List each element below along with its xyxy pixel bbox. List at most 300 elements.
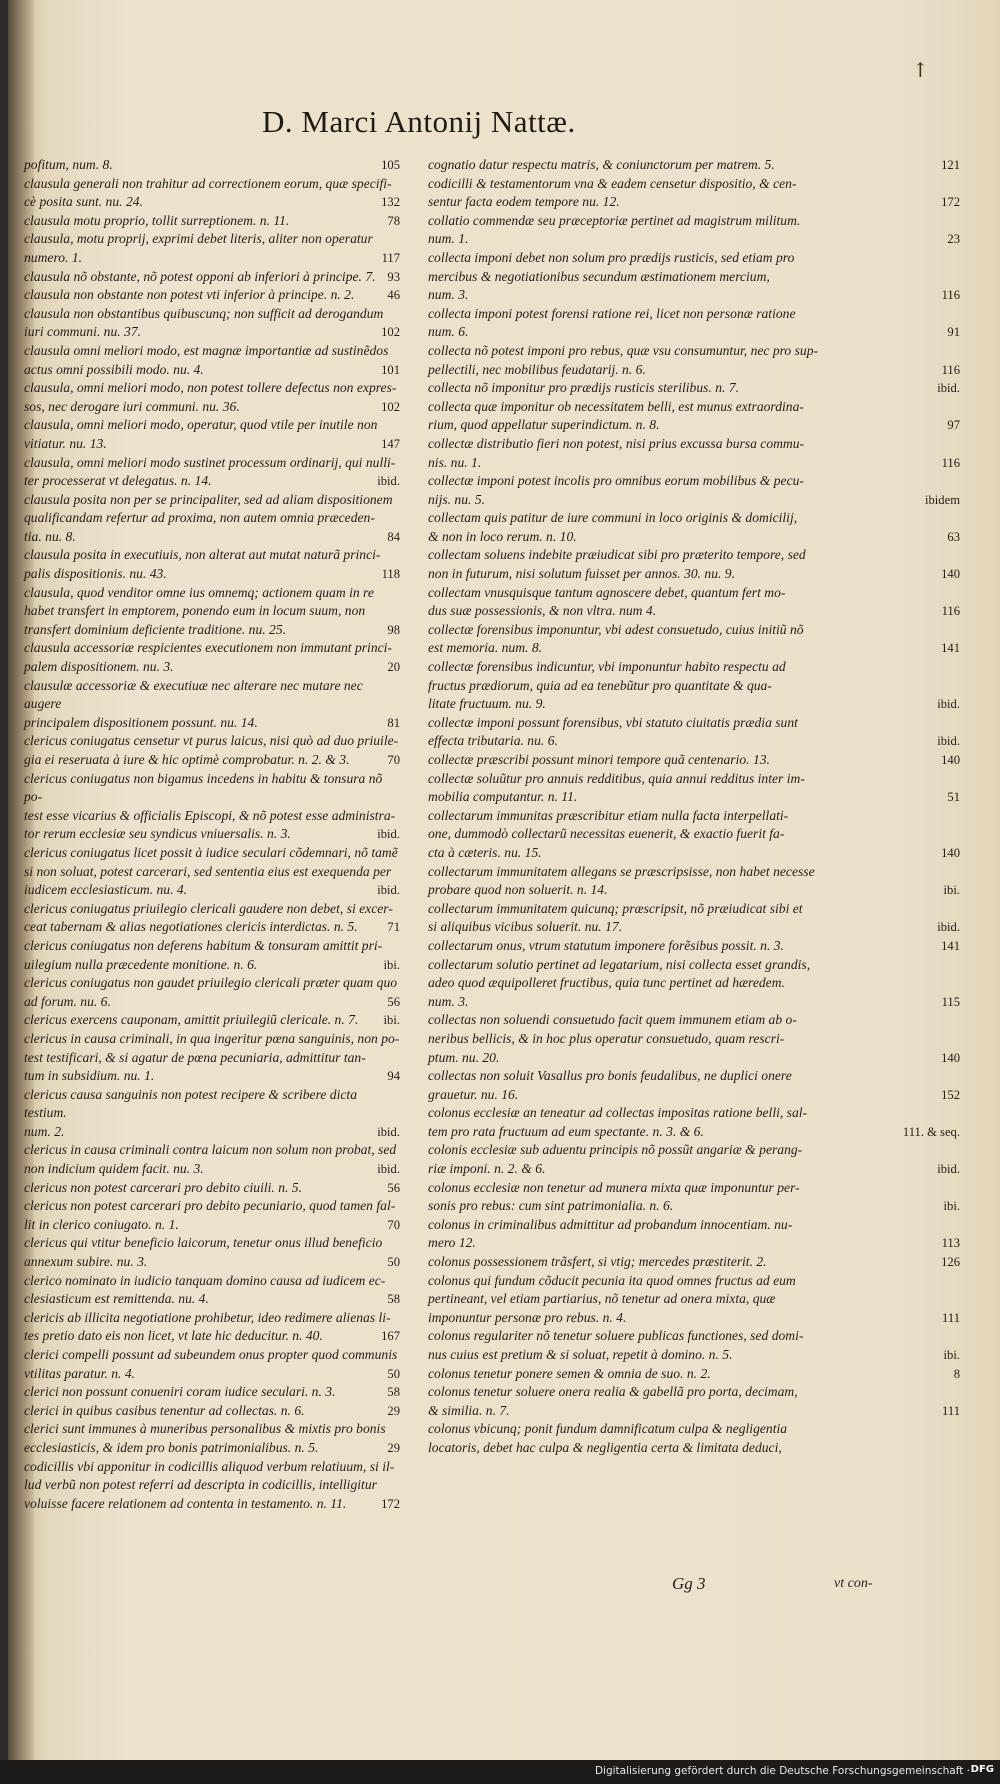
index-entry	[428, 1030, 960, 1049]
index-entry	[428, 1439, 960, 1458]
index-entry	[428, 1365, 960, 1384]
page-reference: 81	[387, 715, 400, 730]
page-reference: 147	[381, 436, 400, 451]
entry-text: clericus coniugatus non bigamus incedens in habitu & tonsura nõ po-	[24, 770, 383, 805]
page-reference: 111	[942, 1403, 960, 1418]
index-entry	[24, 454, 400, 473]
page-reference: 58	[387, 1292, 400, 1307]
index-entry	[24, 398, 400, 417]
entry-text: clericus qui vtitur beneficio laicorum, tenetur onus illud beneficio	[24, 1235, 383, 1251]
page-reference: 172	[381, 1496, 400, 1511]
page-reference: ibi.	[383, 957, 400, 972]
entry-text: clausula, omni meliori modo sustinet processum ordinarij, qui nulli-	[24, 454, 396, 470]
page-reference: 141	[941, 641, 960, 656]
entry-text: clericus coniugatus licet possit à iudice seculari cõdemnari, nõ tamẽ	[24, 844, 398, 860]
index-entry	[428, 1290, 960, 1309]
index-entry	[24, 714, 400, 733]
entry-text: collectarum solutio pertinet ad legatarium, nisi collecta esset grandis,	[428, 956, 811, 972]
index-entry	[428, 305, 960, 324]
index-entry	[24, 1141, 400, 1160]
page-reference: ibid.	[937, 697, 960, 712]
index-entry	[428, 751, 960, 770]
page-reference: 20	[387, 660, 400, 675]
page-reference: 116	[941, 362, 960, 377]
entry-text: riæ imponi. n. 2. & 6.	[428, 1161, 546, 1177]
entry-text: collectæ soluũtur pro annuis redditibus, quia annui redditus inter im-	[428, 770, 805, 786]
page-reference: 116	[941, 288, 960, 303]
entry-text: clericus coniugatus censetur vt purus laicus, nisi quò ad duo priuile-	[24, 733, 399, 749]
page-reference: ibi.	[383, 1013, 400, 1028]
index-entry	[24, 1160, 400, 1179]
index-entry	[428, 732, 960, 751]
index-entry	[24, 639, 400, 658]
entry-text: clausula generali non trahitur ad correctionem eorum, quæ specifi-	[24, 175, 392, 191]
index-entry	[428, 714, 960, 733]
entry-text: rium, quod appellatur superindictum. n. 8.	[428, 417, 660, 433]
index-entry	[428, 565, 960, 584]
page-reference: ibi.	[943, 1348, 960, 1362]
entry-text: one, dummodò collectarũ necessitas euenerit, & exactio fuerit fa-	[428, 826, 785, 842]
entry-text: collectam soluens indebite præiudicat sibi pro præterito tempore, sed	[428, 547, 806, 563]
entry-text: clausula motu proprio, tollit surreptionem. n. 11.	[24, 212, 290, 228]
entry-text: uilegium nulla præcedente monitione. n. 6.	[24, 956, 258, 972]
index-entry	[24, 993, 400, 1012]
index-entry	[24, 1253, 400, 1272]
entry-text: iudicem ecclesiasticum. nu. 4.	[24, 882, 188, 898]
index-entry	[428, 584, 960, 603]
index-entry	[428, 1160, 960, 1179]
entry-text: nis. nu. 1.	[428, 454, 482, 470]
entry-text: collectam vnusquisque tantum agnoscere debet, quantum fert mo-	[428, 584, 786, 600]
entry-text: tia. nu. 8.	[24, 528, 76, 544]
page-reference: ibid.	[377, 1124, 400, 1139]
entry-text: collectæ forensibus imponuntur, vbi adest consuetudo, cuius initiũ nõ	[428, 621, 804, 637]
page-reference: 117	[381, 250, 400, 265]
index-entry	[428, 230, 960, 249]
index-entry	[24, 937, 400, 956]
entry-text: clausula, omni meliori modo, non potest tollere defectus non expres-	[24, 380, 397, 396]
entry-text: clausula nõ obstante, nõ potest opponi ab inferiori à principe. 7.	[24, 268, 376, 284]
entry-text: clausula accessoriæ respicientes executionem non immutant princi-	[24, 640, 392, 656]
entry-text: collectarum onus, vtrum statutum imponere forẽsibus possit. n. 3.	[428, 937, 784, 953]
page-reference: 152	[941, 1087, 960, 1102]
entry-text: fructus prædiorum, quia ad ea tenebũtur pro quantitate & qua-	[428, 677, 772, 693]
index-entry	[24, 1309, 400, 1328]
index-entry	[24, 1290, 400, 1309]
page-reference: 23	[947, 232, 960, 247]
signature-mark: Gg 3	[672, 1574, 706, 1593]
index-entry	[24, 881, 400, 900]
page-reference: 102	[381, 399, 400, 414]
page-reference: 98	[387, 622, 400, 637]
index-entry	[428, 361, 960, 380]
entry-text: clerico nominato in iudicio tanquam domino causa ad iudicem ec-	[24, 1272, 386, 1288]
index-entry	[428, 212, 960, 231]
index-entry	[24, 1234, 400, 1253]
page-reference: 167	[381, 1329, 400, 1344]
index-entry	[24, 491, 400, 510]
entry-text: colonus ecclesiæ non tenetur ad munera mixta quæ imponuntur per-	[428, 1179, 800, 1195]
page-reference: 141	[941, 938, 960, 953]
entry-text: clericus in causa criminali, in qua ingeritur pœna sanguinis, non po-	[24, 1030, 400, 1046]
index-entry	[24, 1383, 400, 1402]
entry-text: tes pretio dato eis non licet, vt late hic deducitur. n. 40.	[24, 1328, 323, 1344]
index-column-right	[428, 156, 960, 1458]
index-entry	[428, 435, 960, 454]
index-entry	[428, 175, 960, 194]
entry-text: sonis pro rebus: cum sint patrimonialia. n. 6.	[428, 1198, 674, 1214]
entry-text: tem pro rata fructuum ad eum spectante. n. 3. & 6.	[428, 1123, 704, 1139]
index-entry	[428, 937, 960, 956]
index-entry	[428, 844, 960, 863]
index-entry	[428, 379, 960, 398]
index-entry	[24, 528, 400, 547]
entry-text: colonus regulariter nõ tenetur soluere publicas functiones, sed domi-	[428, 1328, 804, 1344]
entry-text: colonus ecclesiæ an teneatur ad collectas impositas ratione belli, sal-	[428, 1105, 808, 1121]
page-reference: ibidem	[925, 492, 960, 507]
entry-text: mercibus & negotiationibus secundum æstimationem mercium,	[428, 268, 770, 284]
entry-text: collecta nõ potest imponi pro rebus, quæ vsu consumuntur, nec pro sup-	[428, 342, 819, 358]
entry-text: colonus vbicunq; ponit fundum damnificatum culpa & negligentia	[428, 1421, 788, 1437]
page-reference: 132	[381, 195, 400, 210]
index-entry	[24, 268, 400, 287]
entry-text: test testificari, & si agatur de pœna pecuniaria, admittitur tan-	[24, 1049, 366, 1065]
entry-text: clausulæ accessoriæ & executiuæ nec alterare nec mutare nec augere	[24, 677, 363, 712]
page-reference: 29	[387, 1403, 400, 1418]
index-entry	[428, 1420, 960, 1439]
entry-text: num. 1.	[428, 231, 469, 247]
entry-text: clericis ab illicita negotiatione prohibetur, ideo redimere alienas li-	[24, 1309, 391, 1325]
index-entry	[428, 491, 960, 510]
index-entry	[428, 472, 960, 491]
entry-text: collectæ distributio fieri non potest, nisi prius excussa bursa commu-	[428, 435, 805, 451]
entry-text: codicillis vbi apponitur in codicillis aliquod verbum relatiuum, si il-	[24, 1458, 395, 1474]
catchword: vt con-	[834, 1576, 873, 1591]
index-entry	[24, 472, 400, 491]
index-entry	[428, 268, 960, 287]
index-entry	[24, 844, 400, 863]
entry-text: collectas non soluendi consuetudo facit quem immunem etiam ab o-	[428, 1012, 797, 1028]
entry-text: collectas non soluit Vasallus pro bonis feudalibus, ne duplici onere	[428, 1068, 792, 1084]
entry-text: num. 2.	[24, 1123, 65, 1139]
entry-text: mero 12.	[428, 1235, 476, 1251]
entry-text: cta à cæteris. nu. 15.	[428, 844, 542, 860]
index-entry	[428, 1253, 960, 1272]
page-reference: ibid.	[377, 1162, 400, 1177]
page-reference: ibid.	[937, 381, 960, 396]
entry-text: clerici non possunt conueniri coram iudice seculari. n. 3.	[24, 1384, 336, 1400]
page-reference: 111. & seq.	[902, 1124, 960, 1139]
index-entry	[24, 156, 400, 175]
index-entry	[428, 1141, 960, 1160]
page-reference: ibid.	[377, 474, 400, 489]
index-entry	[24, 900, 400, 919]
page-reference: 105	[381, 158, 400, 172]
entry-text: si aliquibus vicibus soluerit. nu. 17.	[428, 919, 623, 935]
entry-text: num. 3.	[428, 287, 469, 303]
index-entry	[428, 1123, 960, 1142]
index-entry	[428, 342, 960, 361]
index-entry	[24, 379, 400, 398]
index-entry	[24, 1179, 400, 1198]
entry-text: cognatio datur respectu matris, & coniunctorum per matrem. 5.	[428, 157, 775, 172]
page-reference: 94	[387, 1069, 400, 1084]
index-entry	[24, 1216, 400, 1235]
index-entry	[24, 249, 400, 268]
digitization-footer	[0, 1760, 1000, 1784]
page-reference: 172	[941, 195, 960, 210]
entry-text: clericus coniugatus priuilegio clericali gaudere non debet, si excer-	[24, 900, 393, 916]
page-reference: 93	[387, 269, 400, 284]
page-reference: 101	[381, 362, 400, 377]
index-entry	[428, 1104, 960, 1123]
index-entry	[24, 212, 400, 231]
entry-text: clericus coniugatus non deferens habitum & tonsuram amittit pri-	[24, 937, 383, 953]
entry-text: lud verbũ non potest referri ad descripta in codicillis, intelligitur	[24, 1477, 377, 1493]
index-entry	[24, 416, 400, 435]
entry-text: clericus exercens cauponam, amittit priuilegiũ clericale. n. 7.	[24, 1012, 359, 1028]
entry-text: grauetur. nu. 16.	[428, 1086, 519, 1102]
page-reference: 91	[947, 325, 960, 340]
index-entry	[24, 1327, 400, 1346]
index-entry	[428, 900, 960, 919]
index-entry	[24, 546, 400, 565]
index-entry	[428, 1011, 960, 1030]
page-reference: ibid.	[937, 734, 960, 749]
index-entry	[428, 323, 960, 342]
index-entry	[428, 788, 960, 807]
index-entry	[428, 695, 960, 714]
entry-text: tor rerum ecclesiæ seu syndicus vniuersalis. n. 3.	[24, 826, 291, 842]
index-entry	[24, 1086, 400, 1123]
page-reference: ibid.	[377, 827, 400, 842]
entry-text: est memoria. num. 8.	[428, 640, 543, 656]
index-entry	[24, 323, 400, 342]
entry-text: palis dispositionis. nu. 43.	[24, 566, 167, 582]
index-entry	[428, 1049, 960, 1068]
index-entry	[24, 751, 400, 770]
index-entry	[24, 1458, 400, 1477]
entry-text: habet transfert in emptorem, ponendo eum in locum suum, non	[24, 603, 366, 619]
index-entry	[24, 1049, 400, 1068]
index-entry	[24, 193, 400, 212]
page-reference: 126	[941, 1255, 960, 1270]
entry-text: & similia. n. 7.	[428, 1402, 510, 1418]
entry-text: vitiatur. nu. 13.	[24, 435, 107, 451]
entry-text: annexum subire. nu. 3.	[24, 1254, 148, 1270]
page-corner-mark: ↑	[912, 58, 929, 82]
page-reference: 70	[387, 1217, 400, 1232]
entry-text: lit in clerico coniugato. n. 1.	[24, 1216, 179, 1232]
entry-text: pellectili, nec mobilibus feudatarij. n. 6.	[428, 361, 646, 377]
page-reference: ibid.	[937, 920, 960, 935]
entry-text: imponuntur personæ pro rebus. n. 4.	[428, 1309, 627, 1325]
dfg-logo: DFG	[970, 1764, 994, 1775]
entry-text: clerici sunt immunes à muneribus personalibus & mixtis pro bonis	[24, 1421, 386, 1437]
entry-text: vtilitas paratur. n. 4.	[24, 1365, 136, 1381]
page-reference: 140	[941, 845, 960, 860]
entry-text: clausula non obstantibus quibuscunq; non sufficit ad derogandum	[24, 305, 384, 321]
entry-text: colonus tenetur soluere onera realia & gabellã pro porta, decimam,	[428, 1384, 798, 1400]
index-entry	[428, 249, 960, 268]
index-entry	[24, 658, 400, 677]
entry-text: clausula omni meliori modo, est magnæ importantiæ ad sustinẽdos	[24, 342, 389, 358]
page-reference: 102	[381, 325, 400, 340]
index-entry	[428, 639, 960, 658]
page-reference: 111	[942, 1310, 960, 1325]
index-entry	[24, 1067, 400, 1086]
entry-text: collectam quis patitur de iure communi in loco originis & domicilij,	[428, 510, 798, 526]
entry-text: num. 3.	[428, 993, 469, 1009]
page-reference: ibi.	[943, 1199, 960, 1214]
index-entry	[24, 621, 400, 640]
entry-text: pofitum, num. 8.	[24, 157, 113, 172]
entry-text: neribus bellicis, & in hoc plus operatur consuetudo, quam rescri-	[428, 1030, 785, 1046]
index-entry	[24, 974, 400, 993]
page-reference: ibi.	[943, 883, 960, 898]
entry-text: ptum. nu. 20.	[428, 1049, 500, 1065]
entry-text: tum in subsidium. nu. 1.	[24, 1068, 155, 1084]
entry-text: clesiasticum est remittenda. nu. 4.	[24, 1291, 209, 1307]
index-entry	[24, 175, 400, 194]
entry-text: clericus coniugatus non gaudet priuilegio clericali præter quam quo	[24, 975, 398, 991]
entry-text: clerici in quibus casibus tenentur ad collectas. n. 6.	[24, 1402, 305, 1418]
index-entry	[428, 1346, 960, 1365]
entry-text: principalem dispositionem possunt. nu. 14.	[24, 714, 258, 730]
entry-text: collecta quæ imponitur ob necessitatem belli, est munus extraordina-	[428, 398, 804, 414]
page-reference: 115	[941, 994, 960, 1009]
index-entry	[24, 825, 400, 844]
index-entry	[428, 1216, 960, 1235]
index-entry	[24, 677, 400, 714]
index-entry	[24, 1402, 400, 1421]
entry-text: qualificandam refertur ad proxima, non autem omnia præceden-	[24, 510, 375, 526]
entry-text: mobilia computantur. n. 11.	[428, 789, 578, 805]
entry-text: ceat tabernam & alias negotiationes clericis interdictas. n. 5.	[24, 919, 358, 935]
entry-text: collectæ imponi potest incolis pro omnibus eorum mobilibus & pecu-	[428, 473, 804, 489]
entry-text: colonus possessionem trãsfert, si vtig; mercedes præstiterit. 2.	[428, 1254, 767, 1270]
page-reference: 50	[387, 1366, 400, 1381]
index-entry	[428, 956, 960, 975]
page-reference: 29	[387, 1440, 400, 1455]
entry-text: non indicium quidem facit. nu. 3.	[24, 1161, 204, 1177]
page-reference: 113	[941, 1236, 960, 1251]
entry-text: colonus in criminalibus admittitur ad probandum innocentiam. nu-	[428, 1216, 793, 1232]
index-entry	[24, 1123, 400, 1142]
index-entry	[24, 509, 400, 528]
entry-text: gia ei reseruata à iure & hic optimè comprobatur. n. 2. & 3.	[24, 752, 350, 767]
entry-text: colonis ecclesiæ sub aduentu principis nõ possũt angariæ & perang-	[428, 1142, 803, 1158]
entry-text: numero. 1.	[24, 249, 83, 265]
entry-text: litate fructuum. nu. 9.	[428, 696, 546, 712]
index-entry	[428, 993, 960, 1012]
entry-text: cè posita sunt. nu. 24.	[24, 194, 143, 210]
index-entry	[24, 602, 400, 621]
page-reference: 116	[941, 604, 960, 619]
index-entry	[428, 602, 960, 621]
index-entry	[428, 1086, 960, 1105]
entry-text: iuri communi. nu. 37.	[24, 324, 142, 340]
entry-text: & non in loco rerum. n. 10.	[428, 528, 577, 544]
index-entry	[24, 863, 400, 882]
index-entry	[24, 918, 400, 937]
entry-text: test esse vicarius & officialis Episcopi, & nõ potest esse administra-	[24, 807, 396, 823]
page-reference: 140	[941, 1050, 960, 1065]
index-entry	[24, 435, 400, 454]
index-entry	[428, 621, 960, 640]
entry-text: voluisse facere relationem ad contenta in testamento. n. 11.	[24, 1495, 347, 1511]
page-reference: 140	[941, 567, 960, 582]
index-entry	[24, 565, 400, 584]
entry-text: probare quod non soluerit. n. 14.	[428, 882, 608, 898]
index-entry	[24, 305, 400, 324]
entry-text: palem dispositionem. nu. 3.	[24, 659, 174, 675]
page-reference: 46	[387, 288, 400, 303]
index-entry	[24, 956, 400, 975]
entry-text: nus cuius est pretium & si soluat, repetit à domino. n. 5.	[428, 1347, 733, 1362]
entry-text: collectæ forensibus indicuntur, vbi imponuntur habito respectu ad	[428, 659, 786, 675]
entry-text: collectarum immunitas præscribitur etiam nulla facta interpellati-	[428, 807, 789, 823]
index-entry	[24, 286, 400, 305]
index-entry	[24, 1272, 400, 1291]
entry-text: clausula posita in executiuis, non alterat aut mutat naturã princi-	[24, 547, 381, 563]
index-entry	[428, 509, 960, 528]
index-entry	[428, 1383, 960, 1402]
index-entry	[24, 1346, 400, 1365]
index-entry	[24, 342, 400, 361]
index-entry	[428, 528, 960, 547]
entry-text: dus suæ possessionis, & non vltra. num 4.	[428, 603, 657, 619]
index-entry	[24, 1365, 400, 1384]
entry-text: clericus causa sanguinis non potest recipere & scribere dicta testium.	[24, 1086, 357, 1121]
page-reference: 51	[947, 790, 960, 805]
entry-text: collectarum immunitatem allegans se præscripsisse, non habet necesse	[428, 863, 815, 879]
page-reference: 118	[381, 567, 400, 582]
index-entry	[428, 398, 960, 417]
index-entry	[24, 770, 400, 807]
index-entry	[24, 732, 400, 751]
page-reference: 8	[953, 1366, 960, 1381]
page-reference: ibid.	[937, 1162, 960, 1177]
index-entry	[428, 918, 960, 937]
index-entry	[428, 825, 960, 844]
entry-text: sentur facta eodem tempore nu. 12.	[428, 194, 620, 210]
entry-text: clausula posita non per se principaliter, sed ad aliam dispositionem	[24, 491, 393, 507]
entry-text: adeo quod æquipolleret fructibus, quia tunc pertinet ad hæredem.	[428, 975, 785, 991]
entry-text: colonus qui fundum cõducit pecunia ita quod omnes fructus ad eum	[428, 1272, 796, 1288]
page-reference: 63	[947, 529, 960, 544]
index-entry	[24, 1439, 400, 1458]
entry-text: collecta imponi debet non solum pro prædijs rusticis, sed etiam pro	[428, 249, 795, 265]
entry-text: codicilli & testamentorum vna & eadem censetur dispositio, & cen-	[428, 175, 797, 191]
entry-text: clausula non obstante non potest vti inferior à principe. n. 2.	[24, 287, 355, 303]
entry-text: transfert dominium deficiente traditione. nu. 25.	[24, 621, 287, 637]
index-entry	[428, 416, 960, 435]
page-reference: 71	[387, 920, 400, 935]
entry-text: collectæ præscribi possunt minori tempore quã centenario. 13.	[428, 752, 770, 767]
entry-text: colonus tenetur ponere semen & omnia de suo. n. 2.	[428, 1365, 711, 1381]
page-reference: 58	[387, 1385, 400, 1400]
entry-text: non in futurum, nisi solutum fuisset per annos. 30. nu. 9.	[428, 566, 736, 582]
entry-text: collectarum immunitatem quicunq; præscripsit, nõ præiudicat sibi et	[428, 900, 803, 916]
page-reference: 56	[387, 994, 400, 1009]
entry-text: num. 6.	[428, 324, 469, 340]
index-entry	[428, 1179, 960, 1198]
page-reference: 78	[387, 213, 400, 228]
index-entry	[428, 286, 960, 305]
index-entry	[24, 1030, 400, 1049]
index-entry	[428, 193, 960, 212]
